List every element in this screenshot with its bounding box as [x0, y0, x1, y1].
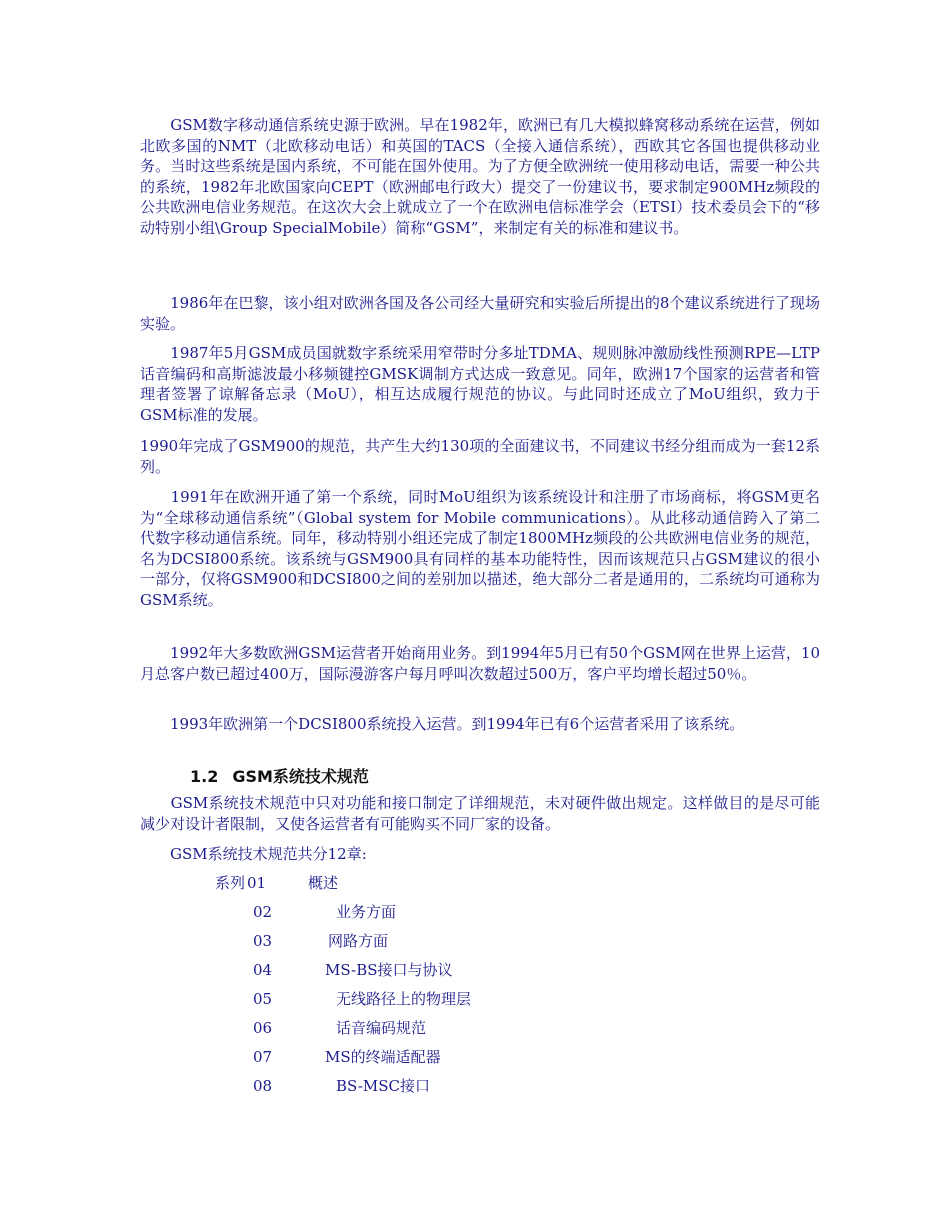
paragraph-gsm-origin: GSM数字移动通信系统史源于欧洲。早在1982年，欧洲已有几大模拟蜂窝移动系统在运营，例如北欧多国的NMT（北欧移动电话）和英国的TACS（全接入通信系统），西欧其它各国也提供移动业务。当时这些系统是国内系统，不可能在国外使用。为了方便全欧洲统一使用移动电话，需要一种公共的系统，1982年北欧国家向CEPT（欧洲邮电行政大）提交了一份建议书，要求制定900MHz频段的公共欧洲电信业务规范。在这次大会上就成立了一个在欧洲电信标准学会（ETSI）技术委员会下的“移动特别小组\Group SpecialMobile）简称“GSM”，来制定有关的标准和建议书。	[140, 116, 820, 237]
series-number: 05	[253, 990, 273, 1008]
paragraph-1987: 1987年5月GSM成员国就数字系统采用窄带时分多址TDMA、规则脉冲激励线性预测RPE—LTP话音编码和高斯滤波最小移频键控GMSK调制方式达成一致意见。同年，欧洲17个国家的运营者和管理者签署了谅解备忘录（MoU），相互达成履行规范的协议。与此同时还成立了MoU组织，致力于GSM标准的发展。	[140, 344, 820, 424]
series-number: 01	[247, 874, 267, 892]
series-number: 02	[253, 903, 273, 921]
paragraph-1992: 1992年大多数欧洲GSM运营者开始商用业务。到1994年5月已有50个GSM网在世界上运营，10月总客户数已超过400万，国际漫游客户每月呼叫次数超过500万，客户平均增长超过50％。	[140, 644, 820, 683]
series-name: MS的终端适配器	[325, 1048, 441, 1066]
series-number: 07	[253, 1048, 273, 1066]
section-number: 1.2	[190, 767, 219, 786]
paragraph-1990: 1990年完成了GSM900的规范，共产生大约130项的全面建议书，不同建议书经分组而成为一套12系列。	[140, 437, 820, 476]
section-title: GSM系统技术规范	[232, 767, 369, 786]
paragraph-spec-chapters: GSM系统技术规范共分12章:	[140, 845, 367, 863]
paragraph-spec-intro: GSM系统技术规范中只对功能和接口制定了详细规范，未对硬件做出规定。这样做目的是尽可能减少对设计者限制，又使各运营者有可能购买不同厂家的设备。	[140, 794, 820, 833]
series-number: 03	[253, 932, 273, 950]
paragraph-1993: 1993年欧洲第一个DCSI800系统投入运营。到1994年已有6个运营者采用了该系统。	[140, 715, 745, 733]
series-number: 04	[253, 961, 273, 979]
section-heading	[190, 764, 369, 787]
series-name: 业务方面	[336, 903, 397, 921]
series-number: 06	[253, 1019, 273, 1037]
paragraph-1991: 1991年在欧洲开通了第一个系统，同时MoU组织为该系统设计和注册了市场商标，将GSM更名为“全球移动通信系统”（Global system for Mobile communications）。从此移动通信跨入了第二代数字移动通信系统。同年，移动特别小组还完成了制定1800MHz频段的公共欧洲电信业务的规范，名为DCSI800系统。该系统与GSM900具有同样的基本功能特性，因而该规范只占GSM建议的很小一部分，仅将GSM900和DCSI800之间的差别加以描述，绝大部分二者是通用的，二系统均可通称为GSM系统。	[140, 488, 820, 609]
series-number: 08	[253, 1077, 273, 1095]
series-name: 概述	[308, 874, 339, 892]
series-label: 系列	[215, 874, 246, 892]
series-name: BS-MSC接口	[336, 1077, 431, 1095]
series-name: 话音编码规范	[336, 1019, 427, 1037]
paragraph-1986: 1986年在巴黎，该小组对欧洲各国及各公司经大量研究和实验后所提出的8个建议系统进行了现场实验。	[140, 294, 820, 333]
series-name: 无线路径上的物理层	[336, 990, 472, 1008]
series-name: MS-BS接口与协议	[325, 961, 453, 979]
series-name: 网路方面	[328, 932, 389, 950]
